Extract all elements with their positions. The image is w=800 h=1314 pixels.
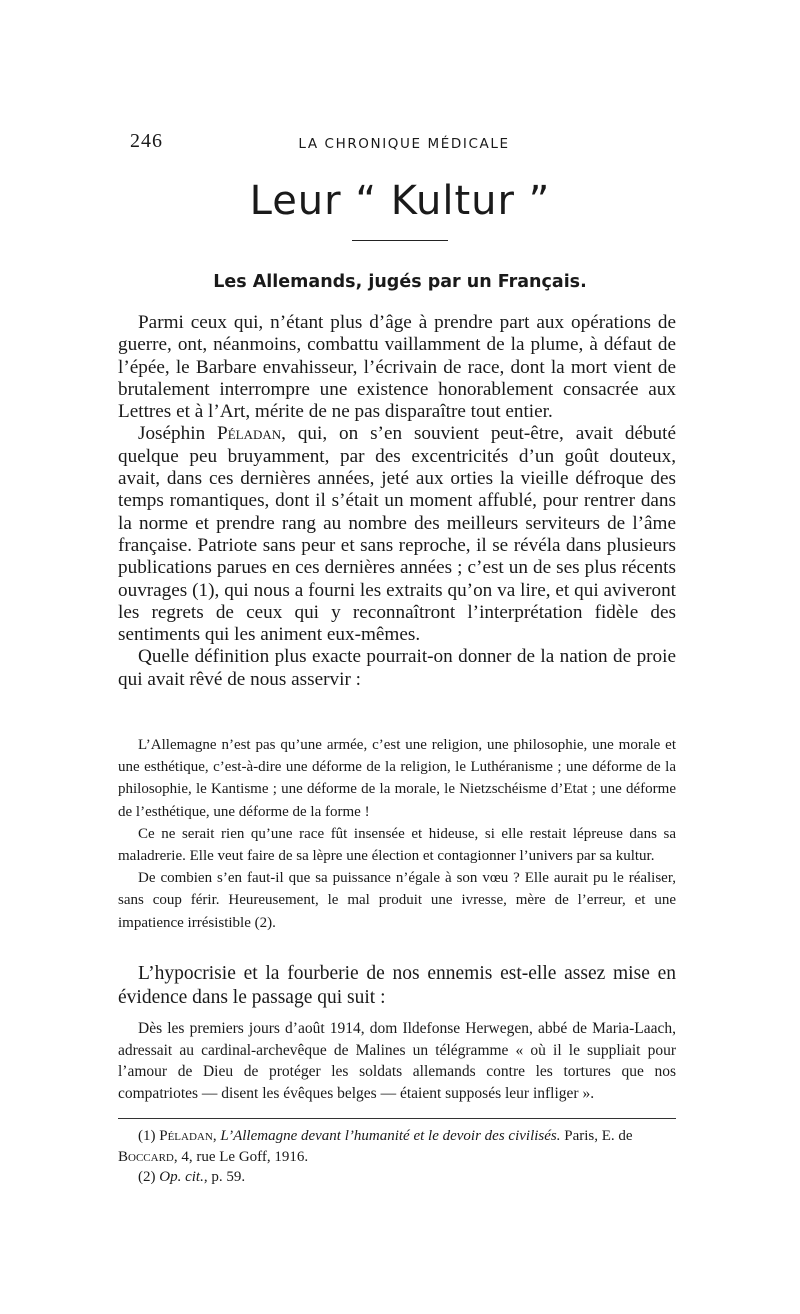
- article-subtitle: Les Allemands, jugés par un Français.: [213, 272, 587, 292]
- quote-paragraph-3: De combien s’en faut-il que sa puissance n’égale à son vœu ? Elle aurait pu le réaliser, sans coup férir. Heureusement, le mal produit une ivresse, mère de l’erreur, et une impatience irrésistible (2).: [118, 870, 676, 931]
- body-section-2: [118, 962, 676, 1010]
- paragraph-3: Quelle définition plus exacte pourrait-on donner de la nation de proie qui avait rêvé de nous asservir :: [118, 646, 676, 690]
- quote-paragraph-1: L’Allemagne n’est pas qu’une armée, c’est une religion, une philosophie, une morale et une esthétique, c’est-à-dire une déforme de la religion, le Luthéranisme ; une déforme de la philosophie, le Kantisme ; une déforme de la morale, le Nietzschéisme d’Etat ; une déforme de l’esthétique, une déforme de la forme !: [118, 737, 676, 820]
- paragraph-1: Parmi ceux qui, n’étant plus d’âge à prendre part aux opérations de guerre, ont, néanmoins, combattu vaillamment de la plume, à défaut de l’épée, le Barbare envahisseur, l’écrivain de race, dont la mort vient de brutalement interrompre une existence honorablement consacrée aux Lettres et à l’Art, mérite de ne pas disparaître tout entier.: [118, 312, 676, 423]
- quotation-2: [118, 1018, 676, 1104]
- author-name: Péladan: [217, 423, 282, 445]
- quote-paragraph-2: Ce ne serait rien qu’une race fût insensée et hideuse, si elle restait lépreuse dans sa maladrerie. Elle veut faire de sa lèpre une élection et contagionner l’univers par sa kultur.: [118, 825, 676, 865]
- running-head: LA CHRONIQUE MÉDICALE: [298, 136, 510, 152]
- body-section-1: [118, 312, 676, 691]
- footnotes: [118, 1126, 676, 1188]
- page-header: [130, 130, 678, 156]
- paragraph-2: Joséphin Péladan, qui, on s’en souvient peut-être, avait débuté quelque peu bruyamment, par des excentricités d’un goût douteux, avait, dans ces dernières années, jeté aux orties la vieille défroque des temps romantiques, dont il s’était un moment affublé, pour rentrer dans la norme et prendre rang au nombre des meilleurs serviteurs de l’âme française. Patriote sans peur et sans reproche, il se révéla dans plusieurs publications parues en ces dernières années ; c’est un de ses plus récents ouvrages (1), qui nous a fourni les extraits qu’on va lire, et qui aviveront les regrets de ceux qui y reconnaîtront l’interprétation fidèle des sentiments qui les animent eux-mêmes.: [118, 423, 677, 646]
- paragraph-4: L’hypocrisie et la fourberie de nos ennemis est-elle assez mise en évidence dans le passage qui suit :: [118, 963, 676, 1008]
- page-number: 246: [130, 130, 163, 152]
- footnote-2: (2) Op. cit., p. 59.: [138, 1169, 246, 1185]
- title-rule: [352, 240, 448, 241]
- quotation-1: [118, 734, 676, 934]
- footnote-1: (1) Péladan, L’Allemagne devant l’humanité et le devoir des civilisés. Paris, E. de Boccard, 4, rue Le Goff, 1916.: [118, 1128, 633, 1165]
- footnote-rule: [118, 1118, 676, 1119]
- article-title: Leur “ Kultur ”: [249, 178, 551, 224]
- quote-paragraph-4: Dès les premiers jours d’août 1914, dom Ildefonse Herwegen, abbé de Maria-Laach, adressait au cardinal-archevêque de Malines un télégramme « où il le suppliait pour l’amour de Dieu de protéger les soldats allemands contre les tortures que nos compatriotes — disent les évêques belges — étaient supposés leur infliger ».: [118, 1020, 676, 1102]
